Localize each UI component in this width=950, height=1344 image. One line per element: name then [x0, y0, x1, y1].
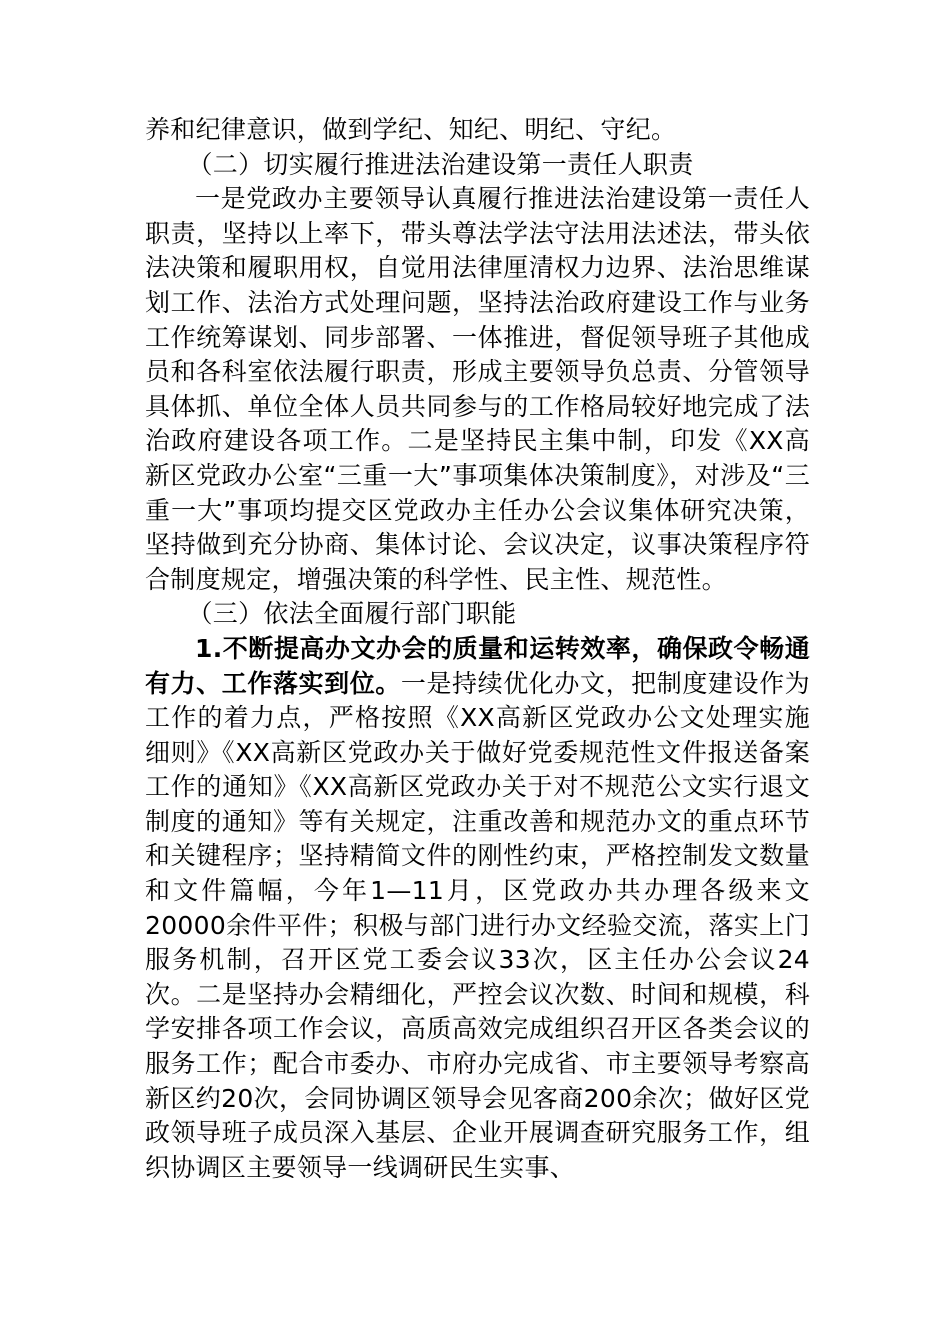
- paragraph-body-text: 一是持续优化办文，把制度建设作为工作的着力点，严格按照《XX高新区党政办公文处理实施细则》《XX高新区党政办关于做好党委规范性文件报送备案工作的通知》《XX高新区党政办关于对不规范公文实行退文制度的通知》等有关规定，注重改善和规范办文的重点环节和关键程序；坚持精简文件的刚性约束，严格控制发文数量和文件篇幅，今年1—11月，区党政办共办理各级来文20000余件平件；积极与部门进行办文经验交流，落实上门服务机制，召开区党工委会议33次，区主任办公会议24次。二是坚持办会精细化，严控会议次数、时间和规模，科学安排各项工作会议，高质高效完成组织召开区各类会议的服务工作；配合市委办、市府办完成省、市主要领导考察高新区约20次，会同协调区领导会见客商200余次；做好区党政领导班子成员深入基层、企业开展调查研究服务工作，组织协调区主要领导一线调研民生实事、: [145, 668, 810, 1182]
- paragraph-responsibility: 一是党政办主要领导认真履行推进法治建设第一责任人职责，坚持以上率下，带头尊法学法守法用法述法，带头依法决策和履职用权，自觉用法律厘清权力边界、法治思维谋划工作、法治方式处理问题，坚持法治政府建设工作与业务工作统筹谋划、同步部署、一体推进，督促领导班子其他成员和各科室依法履行职责，形成主要领导负总责、分管领导具体抓、单位全体人员共同参与的工作格局较好地完成了法治政府建设各项工作。二是坚持民主集中制，印发《XX高新区党政办公室“三重一大”事项集体决策制度》，对涉及“三重一大”事项均提交区党政办主任办公会议集体研究决策，坚持做到充分协商、集体讨论、会议决定，议事决策程序符合制度规定，增强决策的科学性、民主性、规范性。: [145, 184, 810, 594]
- section-heading-3: （三）依法全面履行部门职能: [187, 599, 517, 629]
- document-body: [145, 113, 810, 1185]
- paragraph-office-work: [145, 632, 810, 1186]
- paragraph-bold-lead: 1.不断提高办文办会的质量和运转效率，确保政令畅通有力、工作落实到位。: [145, 633, 810, 698]
- section-heading-2: （二）切实履行推进法治建设第一责任人职责: [187, 149, 694, 179]
- paragraph-continuation: 养和纪律意识，做到学纪、知纪、明纪、守纪。: [145, 115, 677, 144]
